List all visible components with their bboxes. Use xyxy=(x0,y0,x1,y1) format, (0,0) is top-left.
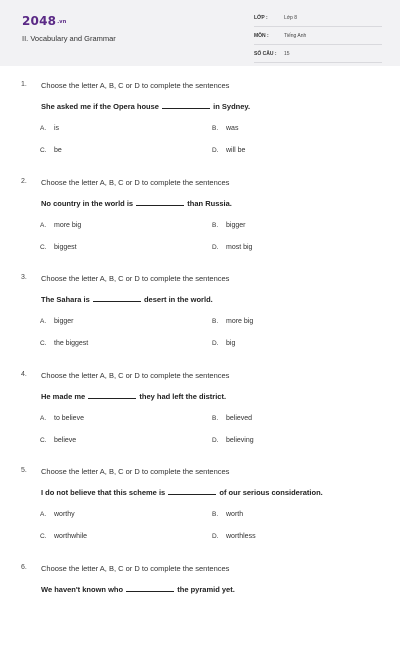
option-text: bigger xyxy=(54,318,73,325)
option-text: the biggest xyxy=(54,340,88,347)
sentence-after: the pyramid yet. xyxy=(177,585,235,594)
option-text: worthwhile xyxy=(54,533,87,540)
sentence-after: they had left the district. xyxy=(139,392,226,401)
option-letter: B. xyxy=(212,125,226,132)
option-text: believing xyxy=(226,437,254,444)
question-sentence xyxy=(41,487,323,497)
question-number: 1. xyxy=(21,81,27,88)
sentence-before: No country in the world is xyxy=(41,199,133,208)
sentence-before: I do not believe that this scheme is xyxy=(41,488,165,497)
option-text: worth xyxy=(226,511,243,518)
option-c[interactable] xyxy=(40,147,62,154)
option-a[interactable] xyxy=(40,222,81,229)
sentence-before: We haven't known who xyxy=(41,585,123,594)
sentence-after: in Sydney. xyxy=(213,102,250,111)
worksheet-header xyxy=(0,0,400,66)
meta-label: SỐ CÂU : xyxy=(254,51,277,57)
option-letter: D. xyxy=(212,340,226,347)
answer-blank xyxy=(126,584,174,592)
question-instruction: Choose the letter A, B, C or D to complete the sentences xyxy=(41,274,229,283)
question-item xyxy=(0,66,400,163)
option-d[interactable] xyxy=(212,340,235,347)
meta-row-class xyxy=(254,12,382,27)
question-item xyxy=(0,259,400,356)
question-instruction: Choose the letter A, B, C or D to complete the sentences xyxy=(41,371,229,380)
question-instruction: Choose the letter A, B, C or D to complete the sentences xyxy=(41,81,229,90)
option-text: will be xyxy=(226,147,245,154)
question-sentence xyxy=(41,584,235,594)
option-letter: C. xyxy=(40,533,54,540)
option-letter: A. xyxy=(40,125,54,132)
option-text: more big xyxy=(54,222,81,229)
option-c[interactable] xyxy=(40,533,87,540)
option-letter: B. xyxy=(212,511,226,518)
option-letter: A. xyxy=(40,222,54,229)
logo-suffix: .vn xyxy=(57,19,66,25)
option-letter: C. xyxy=(40,340,54,347)
option-b[interactable] xyxy=(212,222,245,229)
question-list xyxy=(0,66,400,645)
option-letter: A. xyxy=(40,318,54,325)
option-text: big xyxy=(226,340,235,347)
question-item xyxy=(0,356,400,453)
section-title: II. Vocabulary and Grammar xyxy=(22,34,116,43)
worksheet-meta xyxy=(254,12,382,66)
option-d[interactable] xyxy=(212,147,245,154)
meta-row-subject xyxy=(254,30,382,45)
meta-label: LỚP : xyxy=(254,15,268,21)
question-number: 4. xyxy=(21,371,27,378)
option-a[interactable] xyxy=(40,415,84,422)
question-sentence xyxy=(41,101,250,111)
option-text: believe xyxy=(54,437,76,444)
option-letter: D. xyxy=(212,533,226,540)
question-number: 5. xyxy=(21,467,27,474)
question-item xyxy=(0,549,400,645)
option-c[interactable] xyxy=(40,437,76,444)
question-number: 6. xyxy=(21,564,27,571)
question-sentence xyxy=(41,198,232,208)
logo-main: 2048 xyxy=(22,14,56,28)
option-b[interactable] xyxy=(212,125,238,132)
sentence-after: of our serious consideration. xyxy=(219,488,322,497)
meta-value: 15 xyxy=(284,51,290,57)
option-letter: A. xyxy=(40,415,54,422)
option-text: believed xyxy=(226,415,252,422)
answer-blank xyxy=(88,391,136,399)
question-instruction: Choose the letter A, B, C or D to complete the sentences xyxy=(41,564,229,573)
option-text: to believe xyxy=(54,415,84,422)
answer-blank xyxy=(162,101,210,109)
option-text: worthy xyxy=(54,511,75,518)
option-d[interactable] xyxy=(212,437,254,444)
option-text: more big xyxy=(226,318,253,325)
option-text: be xyxy=(54,147,62,154)
answer-blank xyxy=(136,198,184,206)
option-letter: B. xyxy=(212,222,226,229)
site-logo[interactable] xyxy=(22,14,67,28)
option-text: was xyxy=(226,125,238,132)
option-text: most big xyxy=(226,244,252,251)
question-number: 2. xyxy=(21,178,27,185)
option-a[interactable] xyxy=(40,125,59,132)
meta-value: Lớp 8 xyxy=(284,15,297,21)
meta-row-question-count xyxy=(254,48,382,63)
sentence-after: desert in the world. xyxy=(144,295,213,304)
option-letter: C. xyxy=(40,244,54,251)
option-letter: C. xyxy=(40,147,54,154)
answer-blank xyxy=(168,487,216,495)
sentence-before: He made me xyxy=(41,392,85,401)
option-text: worthless xyxy=(226,533,256,540)
option-letter: B. xyxy=(212,415,226,422)
question-number: 3. xyxy=(21,274,27,281)
option-letter: D. xyxy=(212,244,226,251)
question-instruction: Choose the letter A, B, C or D to complete the sentences xyxy=(41,467,229,476)
option-text: biggest xyxy=(54,244,77,251)
option-b[interactable] xyxy=(212,415,252,422)
option-letter: D. xyxy=(212,437,226,444)
option-c[interactable] xyxy=(40,244,77,251)
option-c[interactable] xyxy=(40,340,88,347)
option-letter: A. xyxy=(40,511,54,518)
option-b[interactable] xyxy=(212,511,243,518)
option-letter: C. xyxy=(40,437,54,444)
sentence-after: than Russia. xyxy=(187,199,232,208)
meta-value: Tiếng Anh xyxy=(284,33,306,39)
option-d[interactable] xyxy=(212,533,256,540)
option-letter: D. xyxy=(212,147,226,154)
question-sentence xyxy=(41,294,213,304)
option-a[interactable] xyxy=(40,511,75,518)
meta-label: MÔN : xyxy=(254,33,269,39)
question-sentence xyxy=(41,391,226,401)
option-b[interactable] xyxy=(212,318,253,325)
sentence-before: The Sahara is xyxy=(41,295,90,304)
question-item xyxy=(0,163,400,260)
option-text: bigger xyxy=(226,222,245,229)
question-instruction: Choose the letter A, B, C or D to complete the sentences xyxy=(41,178,229,187)
option-a[interactable] xyxy=(40,318,73,325)
option-d[interactable] xyxy=(212,244,252,251)
sentence-before: She asked me if the Opera house xyxy=(41,102,159,111)
option-text: is xyxy=(54,125,59,132)
answer-blank xyxy=(93,294,141,302)
option-letter: B. xyxy=(212,318,226,325)
question-item xyxy=(0,452,400,549)
